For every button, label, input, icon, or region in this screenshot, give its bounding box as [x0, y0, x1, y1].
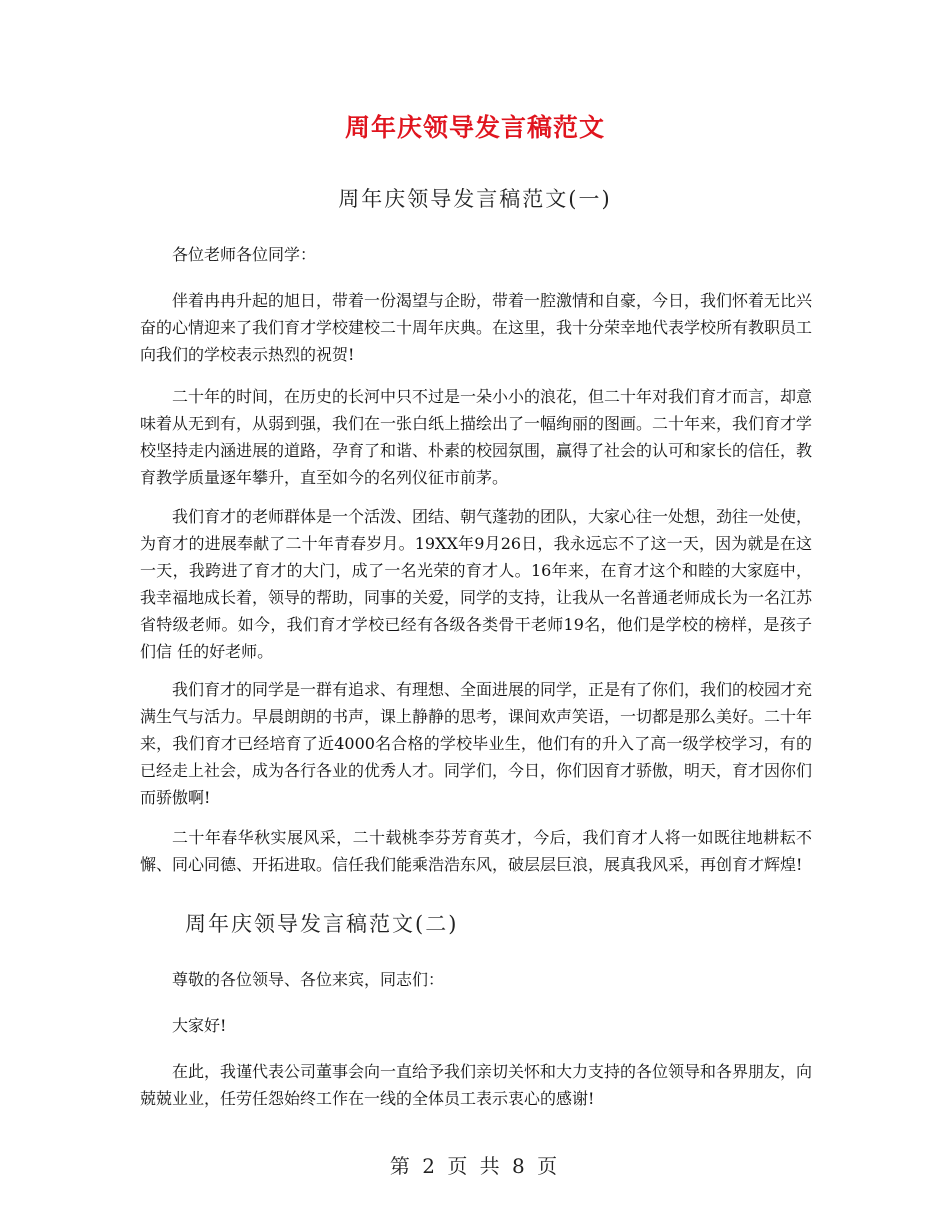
document-title: 周年庆领导发言稿范文: [344, 113, 605, 142]
page-number-footer: 第 2 页 共 8 页: [389, 1154, 561, 1178]
section-2-heading: 周年庆领导发言稿范文(二): [185, 912, 459, 936]
section-1-paragraph-3: 二十年的时间，在历史的长河中只不过是一朵小小的浪花，但二十年对我们育才而言，却意味着从无到有，从弱到强，我们在一张白纸上描绘出了一幅绚丽的图画。二十年来，我们育才学校坚持走内涵进展的道路，孕育了和谐、朴素的校园氛围，赢得了社会的认可和家长的信任，教育教学质量逐年攀升，直至如今的名列仪征市前茅。: [140, 387, 813, 487]
section-1-paragraph-1: 各位老师各位同学：: [172, 245, 317, 264]
section-2-paragraph-1: 尊敬的各位领导、各位来宾，同志们：: [172, 970, 445, 989]
section-1-paragraph-6: 二十年春华秋实展风采，二十载桃李芬芳育英才，今后，我们育才人将一如既往地耕耘不懈、同心同德、开拓进取。信任我们能乘浩浩东风，破层层巨浪，展真我风采，再创育才辉煌!: [140, 828, 812, 874]
section-2-paragraph-3: 在此，我谨代表公司董事会向一直给予我们亲切关怀和大力支持的各位领导和各界朋友，向兢兢业业，任劳任怨始终工作在一线的全体员工表示衷心的感谢!: [140, 1062, 813, 1108]
section-1-paragraph-5: 我们育才的同学是一群有追求、有理想、全面进展的同学，正是有了你们，我们的校园才充满生气与活力。早晨朗朗的书声，课上静静的思考，课间欢声笑语，一切都是那么美好。二十年来，我们育才已经培育了近4000名合格的学校毕业生，他们有的升入了高一级学校学习，有的已经走上社会，成为各行各业的优秀人才。同学们，今日，你们因育才骄傲，明天，育才因你们而骄傲啊!: [140, 680, 813, 807]
section-1-paragraph-2: 伴着冉冉升起的旭日，带着一份渴望与企盼，带着一腔激情和自豪，今日，我们怀着无比兴奋的心情迎来了我们育才学校建校二十周年庆典。在这里，我十分荣幸地代表学校所有教职员工向我们的学校表示热烈的祝贺!: [140, 291, 813, 364]
section-2-paragraph-2: 大家好!: [172, 1016, 227, 1035]
section-1-heading: 周年庆领导发言稿范文(一): [338, 187, 612, 211]
section-1-paragraph-4: 我们育才的老师群体是一个活泼、团结、朝气蓬勃的团队，大家心往一处想，劲往一处使，为育才的进展奉献了二十年青春岁月。19XX年9月26日，我永远忘不了这一天，因为就是在这一天，我跨进了育才的大门，成了一名光荣的育才人。16年来，在育才这个和睦的大家庭中，我幸福地成长着，领导的帮助，同事的关爱，同学的支持，让我从一名普通老师成长为一名江苏省特级老师。如今，我们育才学校已经有各级各类骨干老师19名，他们是学校的榜样，是孩子们信 任的好老师。: [140, 507, 813, 661]
